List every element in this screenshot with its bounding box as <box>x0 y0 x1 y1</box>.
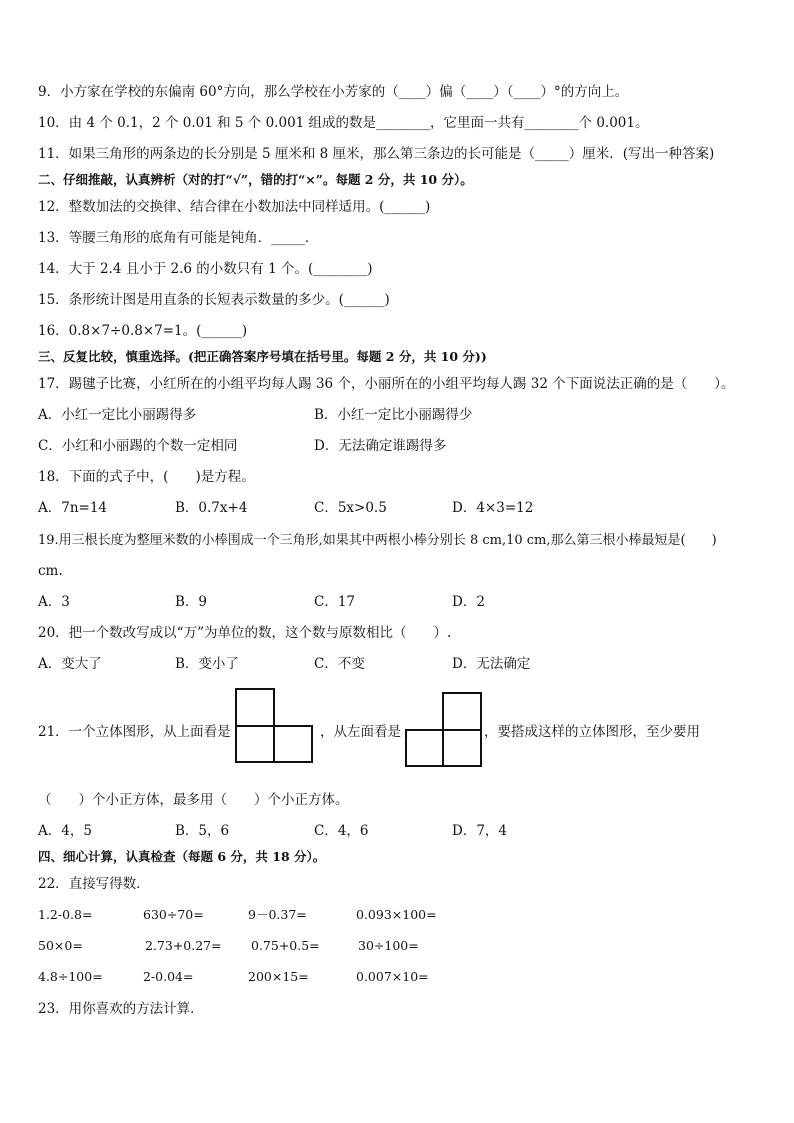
calc-item: 30÷100= <box>358 938 419 953</box>
q17-option-a: A．小红一定比小丽踢得多 <box>38 407 197 423</box>
question-9: 9．小方家在学校的东偏南 60°方向，那么学校在小芳家的（____）偏（____）（____）°的方向上。 <box>38 84 629 100</box>
q21-option-c: C．4，6 <box>314 823 369 839</box>
question-21-part1: 21．一个立体图形，从上面看是 <box>38 724 231 740</box>
question-11: 11．如果三角形的两条边的长分别是 5 厘米和 8 厘米，那么第三条边的长可能是（_____）厘米．(写出一种答案) <box>38 146 715 162</box>
question-16: 16．0.8×7÷0.8×7=1。(______) <box>38 323 248 339</box>
calc-item: 2.73+0.27= <box>145 938 222 953</box>
section-2-heading: 二、仔细推敲，认真辨析（对的打“√”，错的打“×”。每题 2 分，共 10 分）。 <box>38 172 473 187</box>
section-3-heading: 三、反复比较，慎重选择。(把正确答案序号填在括号里。每题 2 分，共 10 分)) <box>38 349 487 364</box>
calc-item: 0.75+0.5= <box>251 938 320 953</box>
q20-option-a: A．变大了 <box>38 656 102 672</box>
q17-option-d: D．无法确定谁踢得多 <box>314 438 447 454</box>
question-21-line2: （ ）个小正方体，最多用（ ）个小正方体。 <box>38 792 349 808</box>
q20-option-c: C．不变 <box>314 656 365 672</box>
question-20-stem: 20．把一个数改写成以“万”为单位的数，这个数与原数相比（ ）. <box>38 625 452 641</box>
q18-option-a: A．7n=14 <box>38 500 108 516</box>
q17-option-c: C．小红和小丽踢的个数一定相同 <box>38 438 238 454</box>
section-4-heading: 四、细心计算，认真检查（每题 6 分，共 18 分）。 <box>38 849 326 864</box>
calc-item: 4.8÷100= <box>38 969 103 984</box>
question-15: 15．条形统计图是用直条的长短表示数量的多少。(______) <box>38 292 390 308</box>
question-19-stem-cont: cm. <box>38 563 63 579</box>
q21-option-a: A．4，5 <box>38 823 92 839</box>
question-19-stem: 19.用三根长度为整厘米数的小棒围成一个三角形,如果其中两根小棒分别长 8 cm,10 cm,那么第三根小棒最短是( ) <box>38 533 717 548</box>
calc-item: 200×15= <box>248 969 309 984</box>
question-21-part2: ，从左面看是 <box>320 724 401 740</box>
calc-item: 0.093×100= <box>356 907 437 922</box>
q18-option-b: B．0.7x+4 <box>175 500 248 516</box>
q19-option-b: B．9 <box>175 594 208 610</box>
q21-option-b: B．5，6 <box>175 823 230 839</box>
q17-option-b: B．小红一定比小丽踢得少 <box>314 407 473 423</box>
question-14: 14．大于 2.4 且小于 2.6 的小数只有 1 个。(________) <box>38 261 373 277</box>
calc-item: 0.007×10= <box>356 969 429 984</box>
question-23: 23．用你喜欢的方法计算． <box>38 1001 204 1017</box>
q19-option-c: C．17 <box>314 594 356 610</box>
question-12: 12．整数加法的交换律、结合律在小数加法中同样适用。(______) <box>38 199 431 215</box>
question-10: 10．由 4 个 0.1，2 个 0.01 和 5 个 0.001 组成的数是________，它里面一共有________个 0.001。 <box>38 115 649 131</box>
calc-item: 50×0= <box>38 938 83 953</box>
calc-item: 9－0.37= <box>248 907 307 922</box>
calc-item: 2-0.04= <box>143 969 194 984</box>
question-22-stem: 22．直接写得数． <box>38 876 150 892</box>
q18-option-d: D．4×3=12 <box>452 500 534 516</box>
question-18-stem: 18．下面的式子中，( )是方程。 <box>38 469 255 485</box>
question-17-stem: 17．踢毽子比赛，小红所在的小组平均每人踢 36 个，小丽所在的小组平均每人踢 32 个下面说法正确的是（ ）。 <box>38 376 735 392</box>
calc-item: 1.2-0.8= <box>38 907 93 922</box>
q19-option-d: D．2 <box>452 594 485 610</box>
top-view-figure <box>234 687 316 764</box>
q20-option-b: B．变小了 <box>175 656 239 672</box>
left-view-figure <box>404 691 484 768</box>
calc-item: 630÷70= <box>143 907 204 922</box>
question-13: 13．等腰三角形的底角有可能是钝角．_____． <box>38 230 319 246</box>
q18-option-c: C．5x>0.5 <box>314 500 387 516</box>
q20-option-d: D．无法确定 <box>452 656 531 672</box>
q21-option-d: D．7，4 <box>452 823 508 839</box>
q19-option-a: A．3 <box>38 594 70 610</box>
question-21-part3: ，要搭成这样的立体图形，至少要用 <box>484 724 700 740</box>
